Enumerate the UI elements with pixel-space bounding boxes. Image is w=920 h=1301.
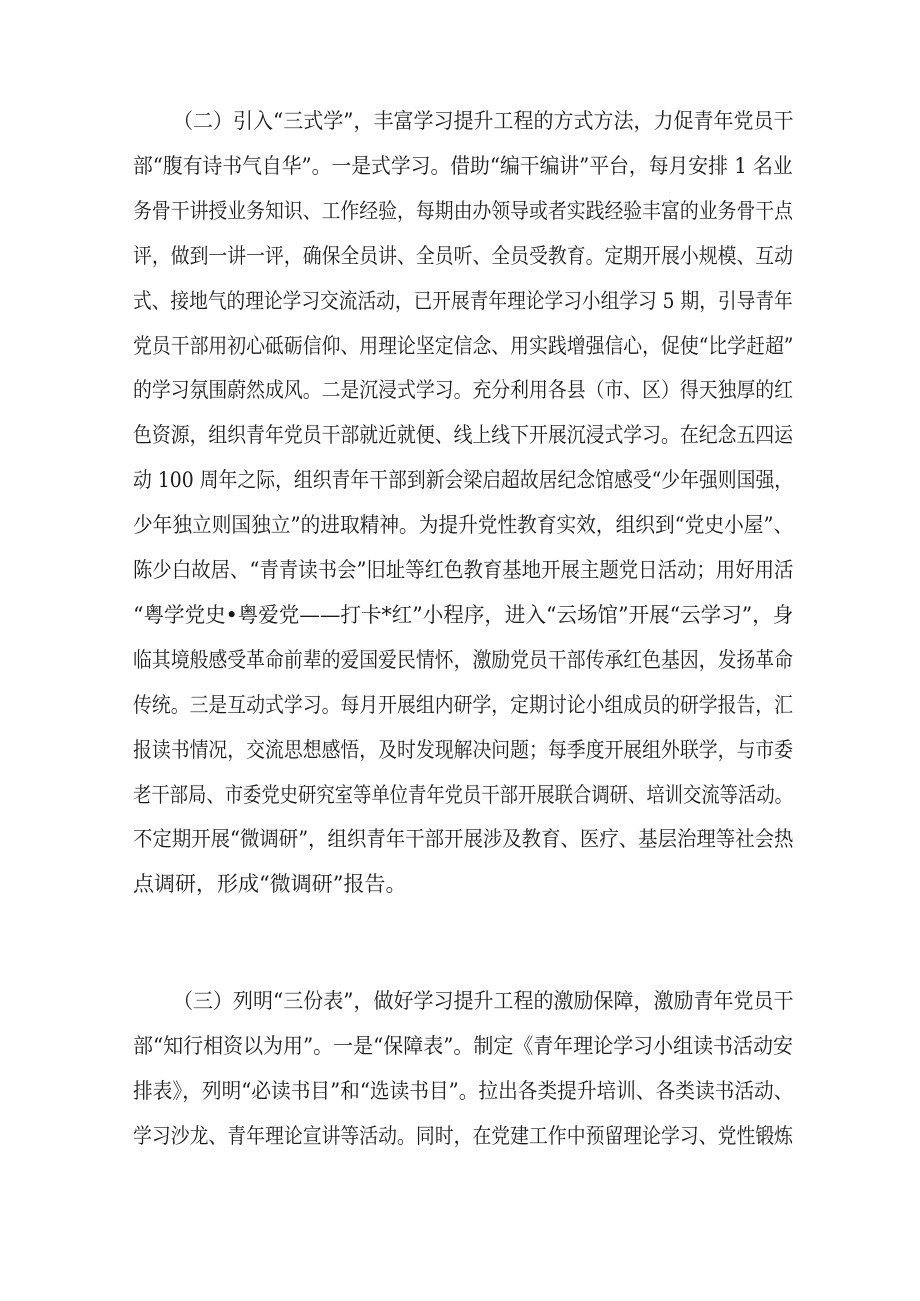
text-line: 学习沙龙、青年理论宣讲等活动。同时，在党建工作中预留理论学习、党性锻炼 — [133, 1123, 794, 1148]
text-line: 排表》，列明“必读书目”和“选读书目”。拉出各类提升培训、各类读书活动、 — [133, 1078, 794, 1103]
text-line: 的学习氛围蔚然成风。二是沉浸式学习。充分利用各县（市、区）得天独厚的红 — [133, 378, 794, 403]
text-line: 党员干部用初心砥砺信仰、用理论坚定信念、用实践增强信心，促使“比学赶超” — [133, 333, 794, 358]
text-line: 点调研，形成“微调研”报告。 — [133, 872, 407, 897]
text-line: 部“腹有诗书气自华”。一是式学习。借助“编干编讲”平台，每月安排 1 名业 — [133, 153, 793, 178]
text-line: 不定期开展“微调研”，组织青年干部开展涉及教育、医疗、基层治理等社会热 — [133, 827, 794, 852]
text-line: 部“知行相资以为用”。一是“保障表”。制定《青年理论学习小组读书活动安 — [133, 1033, 793, 1058]
text-line: 传统。三是互动式学习。每月开展组内研学，定期讨论小组成员的研学报告，汇 — [133, 692, 794, 717]
text-line: 报读书情况，交流思想感悟，及时发现解决问题；每季度开展组外联学，与市委 — [133, 737, 794, 762]
text-line: 色资源，组织青年党员干部就近就便、线上线下开展沉浸式学习。在纪念五四运 — [133, 423, 794, 448]
text-line: 务骨干讲授业务知识、工作经验，每期由办领导或者实践经验丰富的业务骨干点 — [133, 198, 794, 223]
text-line: “粤学党史•粤爱党——打卡*红”小程序，进入“云场馆”开展“云学习”，身 — [133, 602, 794, 627]
text-line: 少年独立则国独立”的进取精神。为提升党性教育实效，组织到“党史小屋”、 — [133, 513, 794, 538]
text-line: 式、接地气的理论学习交流活动，已开展青年理论学习小组学习 5 期，引导青年 — [133, 288, 793, 313]
text-line: 老干部局、市委党史研究室等单位青年党员干部开展联合调研、培训交流等活动。 — [133, 782, 793, 807]
text-line: 评，做到一讲一评，确保全员讲、全员听、全员受教育。定期开展小规模、互动 — [133, 243, 794, 268]
text-line: 临其境般感受革命前辈的爱国爱民情怀，激励党员干部传承红色基因，发扬革命 — [133, 647, 794, 672]
text-line: （三）列明“三份表”，做好学习提升工程的激励保障，激励青年党员干 — [173, 989, 794, 1013]
text-line: 陈少白故居、“青青读书会”旧址等红色教育基地开展主题党日活动；用好用活 — [133, 558, 794, 582]
text-line: 动 100 周年之际，组织青年干部到新会梁启超故居纪念馆感受“少年强则国强， — [133, 468, 794, 493]
text-line: （二）引入“三式学”，丰富学习提升工程的方式方法，力促青年党员干 — [173, 109, 794, 133]
